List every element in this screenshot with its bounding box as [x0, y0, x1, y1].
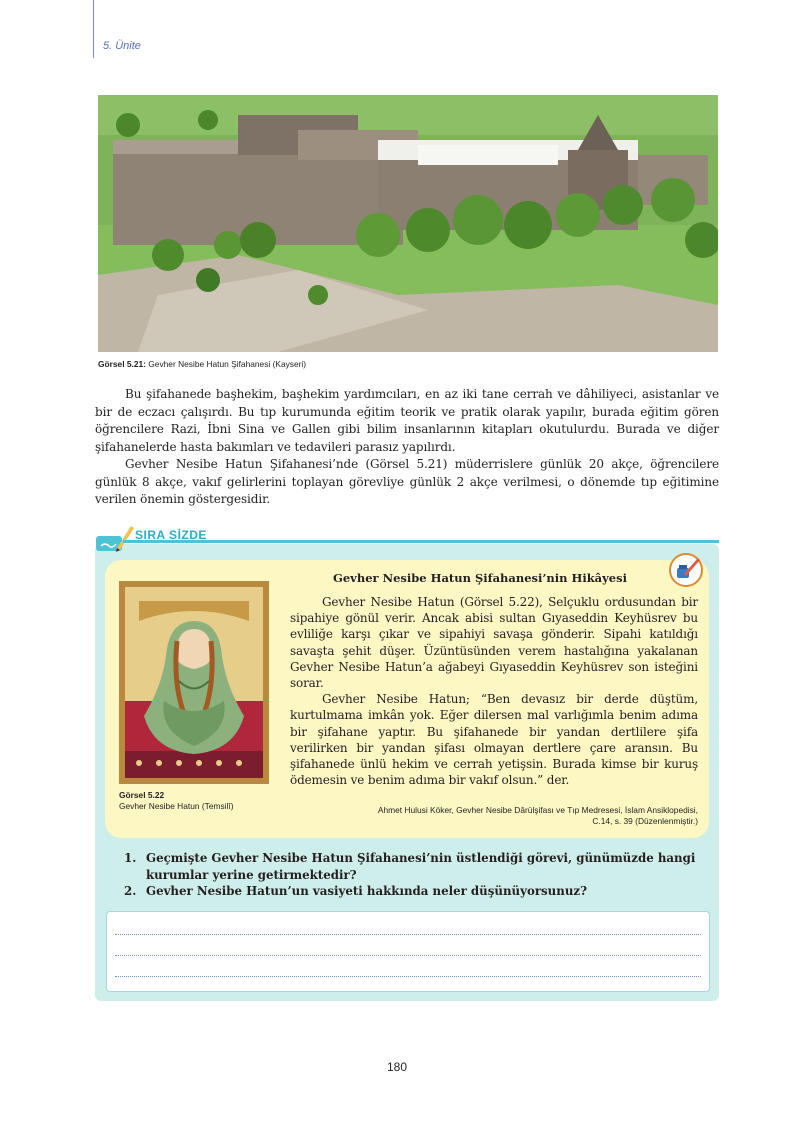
- sira-sizde-title: SIRA SİZDE: [135, 528, 207, 542]
- source-line: Ahmet Hulusi Köker, Gevher Nesibe Dârülşifası ve Tıp Medresesi, İslam Ansiklopedisi,: [377, 805, 698, 815]
- unit-label: 5. Ünite: [103, 40, 141, 52]
- answer-line: [115, 955, 701, 956]
- figure-caption-text: Gevher Nesibe Hatun (Temsilî): [119, 801, 234, 811]
- story-title: Gevher Nesibe Hatun Şifahanesi’nin Hikâyesi: [333, 571, 627, 585]
- photo-caption-text: Gevher Nesibe Hatun Şifahanesi (Kayseri): [145, 359, 307, 369]
- gevher-nesibe-illustration: [119, 581, 269, 784]
- source-line: C.14, s. 39 (Düzenlenmiştir.): [592, 816, 698, 826]
- sira-sizde-header: [95, 524, 719, 554]
- body-paragraph: Bu şifahanede başhekim, başhekim yardımcıları, en az iki tane cerrah ve dâhiliyeci, asistanlar ve bir de eczacı çalışırdı. Bu tıp kurumunda eğitim teorik ve pratik olarak yapılır, burada eğitim gören öğrencilere Razi, İbni Sina ve Gallen gibi bilim insanlarının kitapları okutulurdu. Burada ve diğer şifahanelerde hasta bakımları ve tedavileri parasız yapılırdı.: [95, 387, 719, 454]
- unit-rule: [93, 0, 94, 58]
- quill-ink-icon: [668, 552, 704, 588]
- answer-area[interactable]: [106, 911, 710, 992]
- question-number: 2.: [124, 884, 137, 898]
- sifahane-photo-illustration: [98, 95, 718, 352]
- sifahane-photo: [98, 95, 718, 352]
- story-paragraph: Gevher Nesibe Hatun; “Ben devasız bir derde düştüm, kurtulmama imkân yok. Eğer dilersen mal varlığımla benim adıma bir şifahane yaptır. Bu şifahanede bir yandan dertlilere şifa verilirken bir yandan şifası olmayan dertlere çare aransın. Bu şifahanede ünlü hekim ve cerrah yetişsin. Burada kimse bir kuruş ödemesin ve benim adıma bir vakıf olsun.” der.: [290, 692, 698, 788]
- gevher-nesibe-painting: [119, 581, 269, 784]
- figure-caption: [119, 790, 234, 812]
- question-item: [124, 850, 704, 883]
- story-text: [290, 594, 698, 788]
- question-text: Gevher Nesibe Hatun’un vasiyeti hakkında neler düşünüyorsunuz?: [146, 884, 588, 898]
- question-number: 1.: [124, 851, 137, 865]
- body-text: [95, 386, 719, 509]
- photo-caption: [98, 359, 306, 369]
- page-number: 180: [386, 1060, 408, 1074]
- sira-sizde-rule: [123, 540, 719, 543]
- figure-number: Görsel 5.22: [119, 790, 165, 800]
- pen-notebook-icon: [95, 524, 135, 554]
- body-paragraph: Gevher Nesibe Hatun Şifahanesi’nde (Görsel 5.21) müderrislere günlük 20 akçe, öğrencilere günlük 8 akçe, vakıf gelirlerini toplayan görevliye günlük 2 akçe verilmesi, o dönemde tıp eğitimine verilen önemin göstergesidir.: [95, 457, 719, 506]
- photo-caption-number: Görsel 5.21:: [98, 359, 146, 369]
- questions-list: [124, 850, 704, 900]
- source-citation: [290, 805, 698, 827]
- answer-line: [115, 934, 701, 935]
- story-paragraph: Gevher Nesibe Hatun (Görsel 5.22), Selçuklu ordusundan bir sipahiye gönül verir. Ancak abisi sultan Gıyaseddin Keyhüsrev bu evliliğe karşı çıkar ve sipahiyi savaşa gönderir. Sipahi katıldığı savaşta şehit düşer. Üzüntüsünden verem hastalığına yakalanan Gevher Nesibe Hatun’a ağabeyi Gıyaseddin Keyhüsrev son isteğini sorar.: [290, 595, 698, 691]
- question-item: [124, 883, 704, 900]
- answer-line: [115, 976, 701, 977]
- question-text: Geçmişte Gevher Nesibe Hatun Şifahanesi’nin üstlendiği görevi, günümüzde hangi kurumlar yerine getirmektedir?: [146, 851, 696, 882]
